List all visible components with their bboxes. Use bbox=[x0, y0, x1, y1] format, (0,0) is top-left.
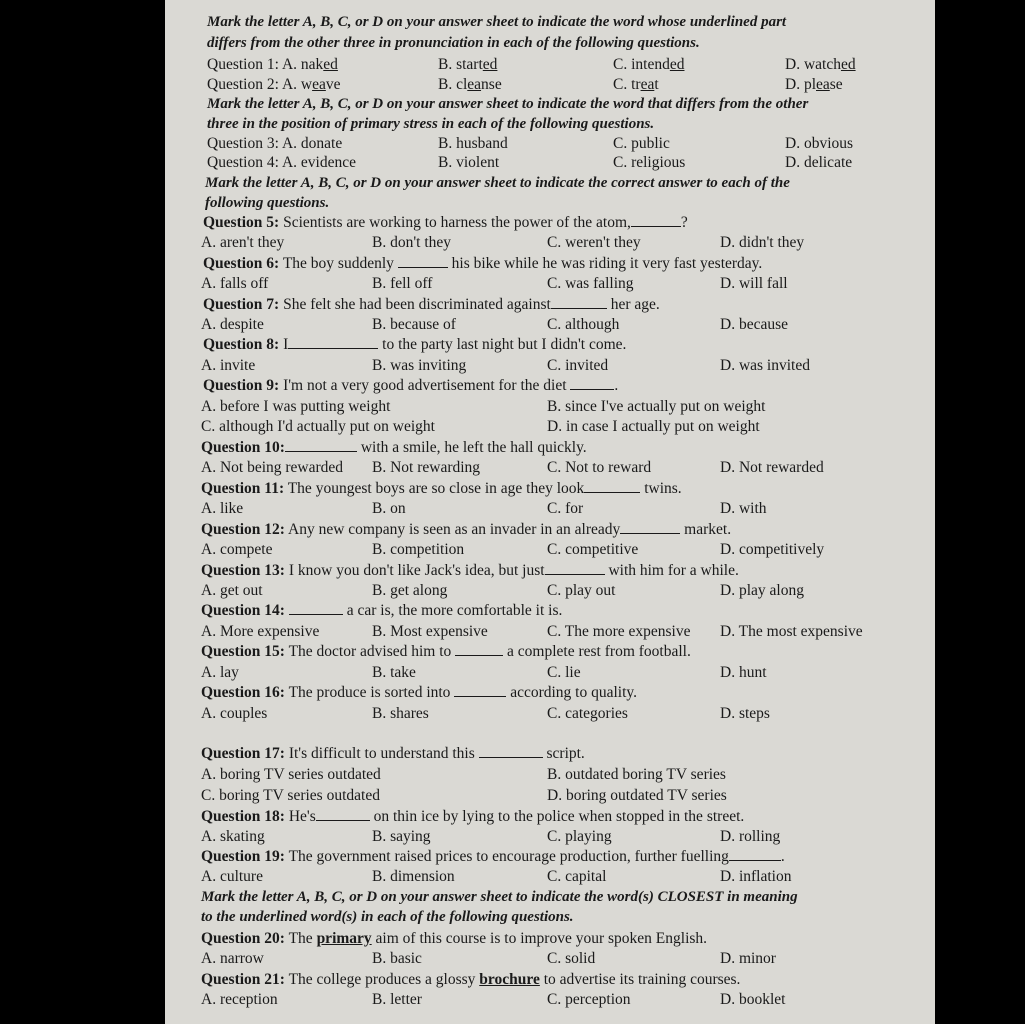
q5-option-b[interactable]: B. don't they bbox=[372, 234, 451, 251]
q19-option-a[interactable]: A. culture bbox=[201, 868, 263, 885]
question-3-label: Question 3: bbox=[207, 135, 279, 152]
question-7-label: Question 7: bbox=[203, 296, 280, 313]
q16-option-d[interactable]: D. steps bbox=[720, 705, 770, 722]
q10-option-d[interactable]: D. Not rewarded bbox=[720, 459, 824, 476]
answer-blank bbox=[551, 294, 607, 309]
answer-blank bbox=[570, 375, 614, 390]
q3-option-b[interactable]: B. husband bbox=[438, 135, 508, 152]
instruction-correct-line-1: Mark the letter A, B, C, or D on your answer sheet to indicate the correct answer to each of the bbox=[205, 175, 790, 191]
q1-option-c[interactable]: C. intended bbox=[613, 56, 685, 73]
answer-blank bbox=[454, 682, 506, 697]
question-9-stem: Question 9: I'm not a very good advertisement for the diet . bbox=[203, 377, 619, 394]
q17-option-b[interactable]: B. outdated boring TV series bbox=[547, 766, 726, 783]
question-13-label: Question 13: bbox=[201, 562, 285, 579]
question-7-options bbox=[165, 314, 935, 335]
q14-option-c[interactable]: C. The more expensive bbox=[547, 623, 691, 640]
instruction-stress-line-1: Mark the letter A, B, C, or D on your answer sheet to indicate the word that differs from the other bbox=[207, 96, 809, 112]
question-19-options bbox=[165, 866, 935, 887]
q20-option-a[interactable]: A. narrow bbox=[201, 950, 264, 967]
question-6-stem: Question 6: The boy suddenly his bike while he was riding it very fast yesterday. bbox=[203, 255, 763, 272]
question-10-stem: Question 10: with a smile, he left the hall quickly. bbox=[201, 439, 587, 456]
question-2-label: Question 2: bbox=[207, 76, 279, 93]
q15-option-b[interactable]: B. take bbox=[372, 664, 416, 681]
question-8-stem: Question 8: I to the party last night but I didn't come. bbox=[203, 336, 627, 353]
question-10-options bbox=[165, 457, 935, 478]
answer-blank bbox=[620, 519, 680, 534]
q8-option-c[interactable]: C. invited bbox=[547, 357, 609, 374]
question-12-options bbox=[165, 539, 935, 560]
question-4 bbox=[165, 152, 935, 173]
q12-option-c[interactable]: C. competitive bbox=[547, 541, 639, 558]
question-11-label: Question 11: bbox=[201, 480, 285, 497]
q12-option-a[interactable]: A. compete bbox=[201, 541, 273, 558]
exam-page bbox=[165, 0, 935, 1024]
q2-option-d[interactable]: D. please bbox=[785, 76, 843, 93]
q12-option-b[interactable]: B. competition bbox=[372, 541, 465, 558]
answer-blank bbox=[631, 212, 681, 227]
question-7-stem: Question 7: She felt she had been discriminated against her age. bbox=[203, 296, 660, 313]
q18-option-c[interactable]: C. playing bbox=[547, 828, 612, 845]
q7-option-a[interactable]: A. despite bbox=[201, 316, 264, 333]
q6-option-d[interactable]: D. will fall bbox=[720, 275, 788, 292]
instruction-closest-line-1: Mark the letter A, B, C, or D on your answer sheet to indicate the word(s) CLOSEST in meaning bbox=[201, 889, 798, 905]
question-11-options bbox=[165, 498, 935, 519]
question-17-options-ab bbox=[165, 764, 935, 785]
q5-option-c[interactable]: C. weren't they bbox=[547, 234, 641, 251]
question-1-label: Question 1: bbox=[207, 56, 279, 73]
question-19-label: Question 19: bbox=[201, 848, 285, 865]
q5-option-d[interactable]: D. didn't they bbox=[720, 234, 805, 251]
q16-option-b[interactable]: B. shares bbox=[372, 705, 429, 722]
q4-option-d[interactable]: D. delicate bbox=[785, 154, 853, 171]
question-13-options bbox=[165, 580, 935, 601]
question-3 bbox=[165, 133, 935, 154]
question-13-stem: Question 13: I know you don't like Jack's idea, but just with him for a while. bbox=[201, 562, 739, 579]
question-9-options-ab bbox=[165, 396, 935, 417]
q6-option-b[interactable]: B. fell off bbox=[372, 275, 433, 292]
q13-option-c[interactable]: C. play out bbox=[547, 582, 616, 599]
question-18-options bbox=[165, 826, 935, 847]
q13-option-b[interactable]: B. get along bbox=[372, 582, 448, 599]
q21-option-d[interactable]: D. booklet bbox=[720, 991, 786, 1008]
question-16-label: Question 16: bbox=[201, 684, 285, 701]
q3-option-d[interactable]: D. obvious bbox=[785, 135, 854, 152]
question-17-options-cd bbox=[165, 785, 935, 806]
q7-option-b[interactable]: B. because of bbox=[372, 316, 456, 333]
question-4-label: Question 4: bbox=[207, 154, 279, 171]
q16-option-c[interactable]: C. categories bbox=[547, 705, 628, 722]
question-8-label: Question 8: bbox=[203, 336, 280, 353]
q17-option-a[interactable]: A. boring TV series outdated bbox=[201, 766, 381, 783]
q10-option-a[interactable]: A. Not being rewarded bbox=[201, 459, 344, 476]
q1-option-a[interactable]: A. naked bbox=[281, 56, 338, 73]
answer-blank bbox=[479, 743, 543, 758]
question-10-label: Question 10: bbox=[201, 439, 285, 456]
question-18-stem: Question 18: He's on thin ice by lying to the police when stopped in the street. bbox=[201, 808, 745, 825]
q11-option-a[interactable]: A. like bbox=[201, 500, 244, 517]
instruction-pronunciation-line-1: Mark the letter A, B, C, or D on your answer sheet to indicate the word whose underlined part bbox=[207, 14, 787, 30]
question-19-stem: Question 19: The government raised prices to encourage production, further fuelling . bbox=[201, 848, 785, 865]
q16-option-a[interactable]: A. couples bbox=[201, 705, 268, 722]
instruction-pronunciation-line-2: differs from the other three in pronunciation in each of the following questions. bbox=[207, 35, 700, 51]
q5-option-a[interactable]: A. aren't they bbox=[201, 234, 285, 251]
instruction-closest-line-2: to the underlined word(s) in each of the following questions. bbox=[201, 909, 574, 925]
q19-option-b[interactable]: B. dimension bbox=[372, 868, 455, 885]
question-9-options-cd bbox=[165, 416, 935, 437]
answer-blank bbox=[455, 641, 503, 656]
answer-blank bbox=[398, 253, 448, 268]
question-21-options bbox=[165, 989, 935, 1010]
question-14-options bbox=[165, 621, 935, 642]
q3-option-a[interactable]: A. donate bbox=[281, 135, 343, 152]
q4-option-c[interactable]: C. religious bbox=[613, 154, 686, 171]
question-16-options bbox=[165, 703, 935, 724]
q11-option-d[interactable]: D. with bbox=[720, 500, 767, 517]
q21-option-c[interactable]: C. perception bbox=[547, 991, 631, 1008]
q20-option-c[interactable]: C. solid bbox=[547, 950, 596, 967]
underlined-word: brochure bbox=[479, 971, 540, 988]
q14-option-a[interactable]: A. More expensive bbox=[201, 623, 320, 640]
q3-option-c[interactable]: C. public bbox=[613, 135, 670, 152]
q15-option-d[interactable]: D. hunt bbox=[720, 664, 767, 681]
q13-option-a[interactable]: A. get out bbox=[201, 582, 263, 599]
q7-option-c[interactable]: C. although bbox=[547, 316, 620, 333]
q15-option-c[interactable]: C. lie bbox=[547, 664, 581, 681]
question-15-stem: Question 15: The doctor advised him to a complete rest from football. bbox=[201, 643, 691, 660]
question-17-stem: Question 17: It's difficult to understand this script. bbox=[201, 745, 585, 762]
q20-option-b[interactable]: B. basic bbox=[372, 950, 422, 967]
question-5-stem: Question 5: Scientists are working to harness the power of the atom, ? bbox=[203, 214, 688, 231]
q20-option-d[interactable]: D. minor bbox=[720, 950, 776, 967]
answer-blank bbox=[316, 806, 370, 821]
instruction-correct-line-2: following questions. bbox=[205, 195, 330, 211]
q9-option-d[interactable]: D. in case I actually put on weight bbox=[547, 418, 760, 435]
question-20-options bbox=[165, 948, 935, 969]
q19-option-c[interactable]: C. capital bbox=[547, 868, 607, 885]
question-15-label: Question 15: bbox=[201, 643, 285, 660]
q11-option-c[interactable]: C. for bbox=[547, 500, 584, 517]
underlined-word: primary bbox=[316, 930, 372, 947]
q2-option-b[interactable]: B. cleanse bbox=[438, 76, 502, 93]
question-2 bbox=[165, 74, 935, 95]
q6-option-c[interactable]: C. was falling bbox=[547, 275, 634, 292]
question-6-label: Question 6: bbox=[203, 255, 280, 272]
answer-blank bbox=[729, 846, 781, 861]
q7-option-d[interactable]: D. because bbox=[720, 316, 788, 333]
q18-option-a[interactable]: A. skating bbox=[201, 828, 265, 845]
question-5-options bbox=[165, 232, 935, 253]
q2-option-a[interactable]: A. weave bbox=[281, 76, 341, 93]
q17-option-c[interactable]: C. boring TV series outdated bbox=[201, 787, 380, 804]
question-9-label: Question 9: bbox=[203, 377, 280, 394]
answer-blank bbox=[285, 437, 357, 452]
question-11-stem: Question 11: The youngest boys are so close in age they look twins. bbox=[201, 480, 682, 497]
question-21-stem: Question 21: The college produces a glossy brochure to advertise its training courses. bbox=[201, 971, 741, 988]
q17-option-d[interactable]: D. boring outdated TV series bbox=[547, 787, 727, 804]
question-8-options bbox=[165, 355, 935, 376]
q9-option-a[interactable]: A. before I was putting weight bbox=[201, 398, 391, 415]
question-17-label: Question 17: bbox=[201, 745, 285, 762]
q10-option-c[interactable]: C. Not to reward bbox=[547, 459, 652, 476]
question-16-stem: Question 16: The produce is sorted into according to quality. bbox=[201, 684, 638, 701]
question-1 bbox=[165, 54, 935, 75]
q4-option-b[interactable]: B. violent bbox=[438, 154, 500, 171]
answer-blank bbox=[545, 560, 605, 575]
q1-option-b[interactable]: B. started bbox=[438, 56, 498, 73]
answer-blank bbox=[584, 478, 640, 493]
instruction-stress-line-2: three in the position of primary stress in each of the following questions. bbox=[207, 116, 655, 132]
q12-option-d[interactable]: D. competitively bbox=[720, 541, 825, 558]
question-14-stem: Question 14: a car is, the more comfortable it is. bbox=[201, 602, 563, 619]
q13-option-d[interactable]: D. play along bbox=[720, 582, 804, 599]
q21-option-a[interactable]: A. reception bbox=[201, 991, 278, 1008]
question-6-options bbox=[165, 273, 935, 294]
q8-option-a[interactable]: A. invite bbox=[201, 357, 256, 374]
q8-option-d[interactable]: D. was invited bbox=[720, 357, 810, 374]
question-5-label: Question 5: bbox=[203, 214, 280, 231]
q15-option-a[interactable]: A. lay bbox=[201, 664, 239, 681]
q18-option-d[interactable]: D. rolling bbox=[720, 828, 781, 845]
q1-option-d[interactable]: D. watched bbox=[785, 56, 856, 73]
question-12-stem: Question 12: Any new company is seen as an invader in an already market. bbox=[201, 521, 732, 538]
q14-option-b[interactable]: B. Most expensive bbox=[372, 623, 488, 640]
q9-option-b[interactable]: B. since I've actually put on weight bbox=[547, 398, 766, 415]
question-18-label: Question 18: bbox=[201, 808, 285, 825]
q19-option-d[interactable]: D. inflation bbox=[720, 868, 792, 885]
q8-option-b[interactable]: B. was inviting bbox=[372, 357, 467, 374]
question-15-options bbox=[165, 662, 935, 683]
q10-option-b[interactable]: B. Not rewarding bbox=[372, 459, 481, 476]
question-12-label: Question 12: bbox=[201, 521, 285, 538]
q11-option-b[interactable]: B. on bbox=[372, 500, 406, 517]
answer-blank bbox=[288, 334, 378, 349]
q9-option-c[interactable]: C. although I'd actually put on weight bbox=[201, 418, 435, 435]
q14-option-d[interactable]: D. The most expensive bbox=[720, 623, 863, 640]
question-21-label: Question 21: bbox=[201, 971, 285, 988]
q18-option-b[interactable]: B. saying bbox=[372, 828, 431, 845]
q21-option-b[interactable]: B. letter bbox=[372, 991, 422, 1008]
q4-option-a[interactable]: A. evidence bbox=[281, 154, 356, 171]
question-14-label: Question 14: bbox=[201, 602, 285, 619]
q6-option-a[interactable]: A. falls off bbox=[201, 275, 269, 292]
answer-blank bbox=[289, 600, 343, 615]
question-20-stem: Question 20: The primary aim of this course is to improve your spoken English. bbox=[201, 930, 708, 947]
question-20-label: Question 20: bbox=[201, 930, 285, 947]
q2-option-c[interactable]: C. treat bbox=[613, 76, 659, 93]
